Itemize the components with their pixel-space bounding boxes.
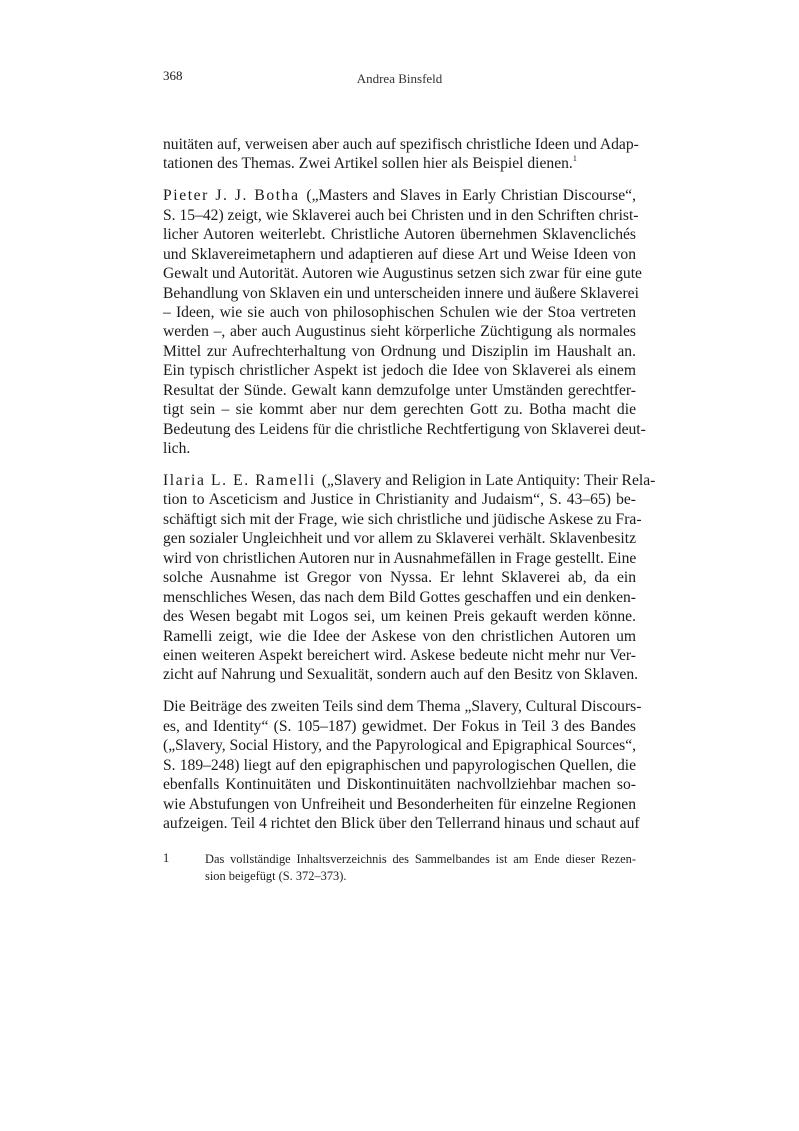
running-head-author: Andrea Binsfeld bbox=[356, 71, 443, 86]
paragraph bbox=[163, 186, 646, 458]
line-text: und Sklavereimetaphern und adaptieren auf diese Art und Weise Ideen von bbox=[163, 245, 636, 263]
line-text: wie Abstufungen von Unfreiheit und Besonderheiten für einzelne Regionen bbox=[163, 795, 636, 813]
author-name: Ilaria L. E. Ramelli bbox=[163, 472, 316, 489]
line-text: aufzeigen. Teil 4 richtet den Blick über den Tellerrand hinaus und schaut auf bbox=[163, 814, 640, 832]
line-text: ebenfalls Kontinuitäten und Diskontinuitäten nachvollziehbar machen so- bbox=[163, 776, 636, 794]
page-header bbox=[163, 68, 636, 84]
text-line bbox=[163, 717, 636, 736]
footnote-line: sion beigefügt (S. 372–373). bbox=[205, 869, 347, 883]
text-line bbox=[163, 814, 640, 833]
footnote-reference[interactable]: 1 bbox=[572, 154, 577, 164]
line-text: zicht auf Nahrung und Sexualität, sondern auch auf den Besitz von Sklaven. bbox=[163, 666, 639, 684]
text-line bbox=[163, 588, 636, 607]
line-text: werden –, aber auch Augustinus sieht körperliche Züchtigung als normales bbox=[163, 323, 636, 341]
text-line bbox=[163, 775, 636, 794]
line-text: S. 15–42) zeigt, wie Sklaverei auch bei Christen und in den Schriften christ- bbox=[163, 206, 639, 224]
footnote-number: 1 bbox=[163, 851, 170, 865]
line-text: Ein typisch christlicher Aspekt ist jedoch die Idee von Sklaverei als einem bbox=[163, 362, 636, 380]
text-line bbox=[163, 607, 636, 626]
line-text: lich. bbox=[163, 440, 191, 458]
text-line bbox=[163, 490, 636, 509]
line-text: gen sozialer Ungleichheit und vor allem zu Sklaverei verhält. Sklavenbesitz bbox=[163, 530, 636, 548]
line-text: tigt sein – sie kommt aber nur dem gerechten Gott zu. Botha macht die bbox=[163, 401, 636, 419]
text-line bbox=[163, 245, 636, 264]
page-number: 368 bbox=[163, 68, 183, 83]
text-line bbox=[163, 322, 636, 341]
line-text: schäftigt sich mit der Frage, wie sich christliche und jüdische Askese zu Fra- bbox=[163, 510, 642, 528]
text-line bbox=[163, 627, 636, 646]
text-line bbox=[163, 549, 636, 568]
line-text: des Wesen begabt mit Logos sei, um keinen Preis gekauft werden könne. bbox=[163, 608, 636, 626]
text-line bbox=[163, 225, 636, 244]
footnote-text bbox=[205, 851, 636, 885]
line-text: es, and Identity“ (S. 105–187) gewidmet. Der Fokus in Teil 3 des Bandes bbox=[163, 717, 636, 735]
line-text: Gewalt und Autorität. Autoren wie Augustinus setzen sich zwar für eine gute bbox=[163, 265, 642, 283]
paragraph bbox=[163, 471, 656, 685]
footnote bbox=[163, 851, 636, 885]
paragraph bbox=[163, 697, 642, 833]
footnote-line: Das vollständige Inhaltsverzeichnis des Sammelbandes ist am Ende dieser Rezen- bbox=[205, 852, 636, 866]
line-text: Behandlung von Sklaven ein und unterscheiden innere und äußere Sklaverei bbox=[163, 284, 639, 302]
text-line bbox=[163, 471, 656, 490]
text-line bbox=[163, 646, 636, 665]
line-text: solche Ausnahme ist Gregor von Nyssa. Er lehnt Sklaverei ab, da ein bbox=[163, 569, 636, 587]
text-line bbox=[163, 135, 639, 154]
line-text: („Slavery and Religion in Late Antiquity: Their Rela- bbox=[321, 472, 656, 489]
text-line bbox=[163, 568, 636, 587]
text-line bbox=[163, 529, 636, 548]
text-line bbox=[163, 303, 636, 322]
line-text: tationen des Themas. Zwei Artikel sollen hier als Beispiel dienen. bbox=[163, 155, 573, 173]
text-line bbox=[163, 381, 636, 400]
text-line bbox=[163, 400, 636, 419]
text-line bbox=[163, 361, 636, 380]
line-text: Ramelli zeigt, wie die Idee der Askese von den christlichen Autoren um bbox=[163, 627, 636, 645]
line-text: licher Autoren weiterlebt. Christliche Autoren übernehmen Sklavenclichés bbox=[163, 226, 636, 244]
line-text: menschliches Wesen, das nach dem Bild Gottes geschaffen und ein denken- bbox=[163, 588, 636, 606]
text-line bbox=[163, 342, 636, 361]
line-text: Die Beiträge des zweiten Teils sind dem Thema „Slavery, Cultural Discours- bbox=[163, 698, 642, 716]
text-line bbox=[163, 420, 646, 439]
line-text: einen weiteren Aspekt bereichert wird. Askese bedeute nicht mehr nur Ver- bbox=[163, 646, 636, 664]
line-text: Mittel zur Aufrechterhaltung von Ordnung und Disziplin im Haushalt an. bbox=[163, 342, 636, 360]
paragraph bbox=[163, 135, 639, 174]
body-text bbox=[163, 135, 656, 846]
line-text: („Masters and Slaves in Early Christian Discourse“, bbox=[306, 187, 636, 205]
text-line bbox=[163, 186, 636, 205]
text-line bbox=[163, 510, 642, 529]
text-line bbox=[163, 665, 639, 684]
line-text: nuitäten auf, verweisen aber auch auf spezifisch christliche Ideen und Adap- bbox=[163, 136, 639, 153]
line-text: Bedeutung des Leidens für die christliche Rechtfertigung von Sklaverei deut- bbox=[163, 420, 646, 438]
text-line bbox=[163, 795, 636, 814]
text-line bbox=[163, 736, 636, 755]
text-line bbox=[163, 697, 642, 716]
text-line bbox=[163, 756, 636, 775]
text-line bbox=[163, 264, 642, 283]
author-name: Pieter J. J. Botha bbox=[163, 187, 300, 205]
line-text: wird von christlichen Autoren nur in Ausnahmefällen in Frage gestellt. Eine bbox=[163, 549, 637, 567]
text-line bbox=[163, 439, 636, 458]
text-line bbox=[163, 154, 636, 173]
line-text: („Slavery, Social History, and the Papyrological and Epigraphical Sources“, bbox=[163, 737, 637, 755]
line-text: – Ideen, wie sie auch von philosophischen Schulen wie der Stoa vertreten bbox=[163, 304, 636, 321]
line-text: S. 189–248) liegt auf den epigraphischen und papyrologischen Quellen, die bbox=[163, 756, 636, 774]
text-line bbox=[163, 206, 639, 225]
line-text: Resultat der Sünde. Gewalt kann demzufolge unter Umständen gerechtfer- bbox=[163, 381, 636, 399]
line-text: tion to Asceticism and Justice in Christianity and Judaism“, S. 43–65) be- bbox=[163, 491, 636, 509]
text-line bbox=[163, 284, 639, 303]
